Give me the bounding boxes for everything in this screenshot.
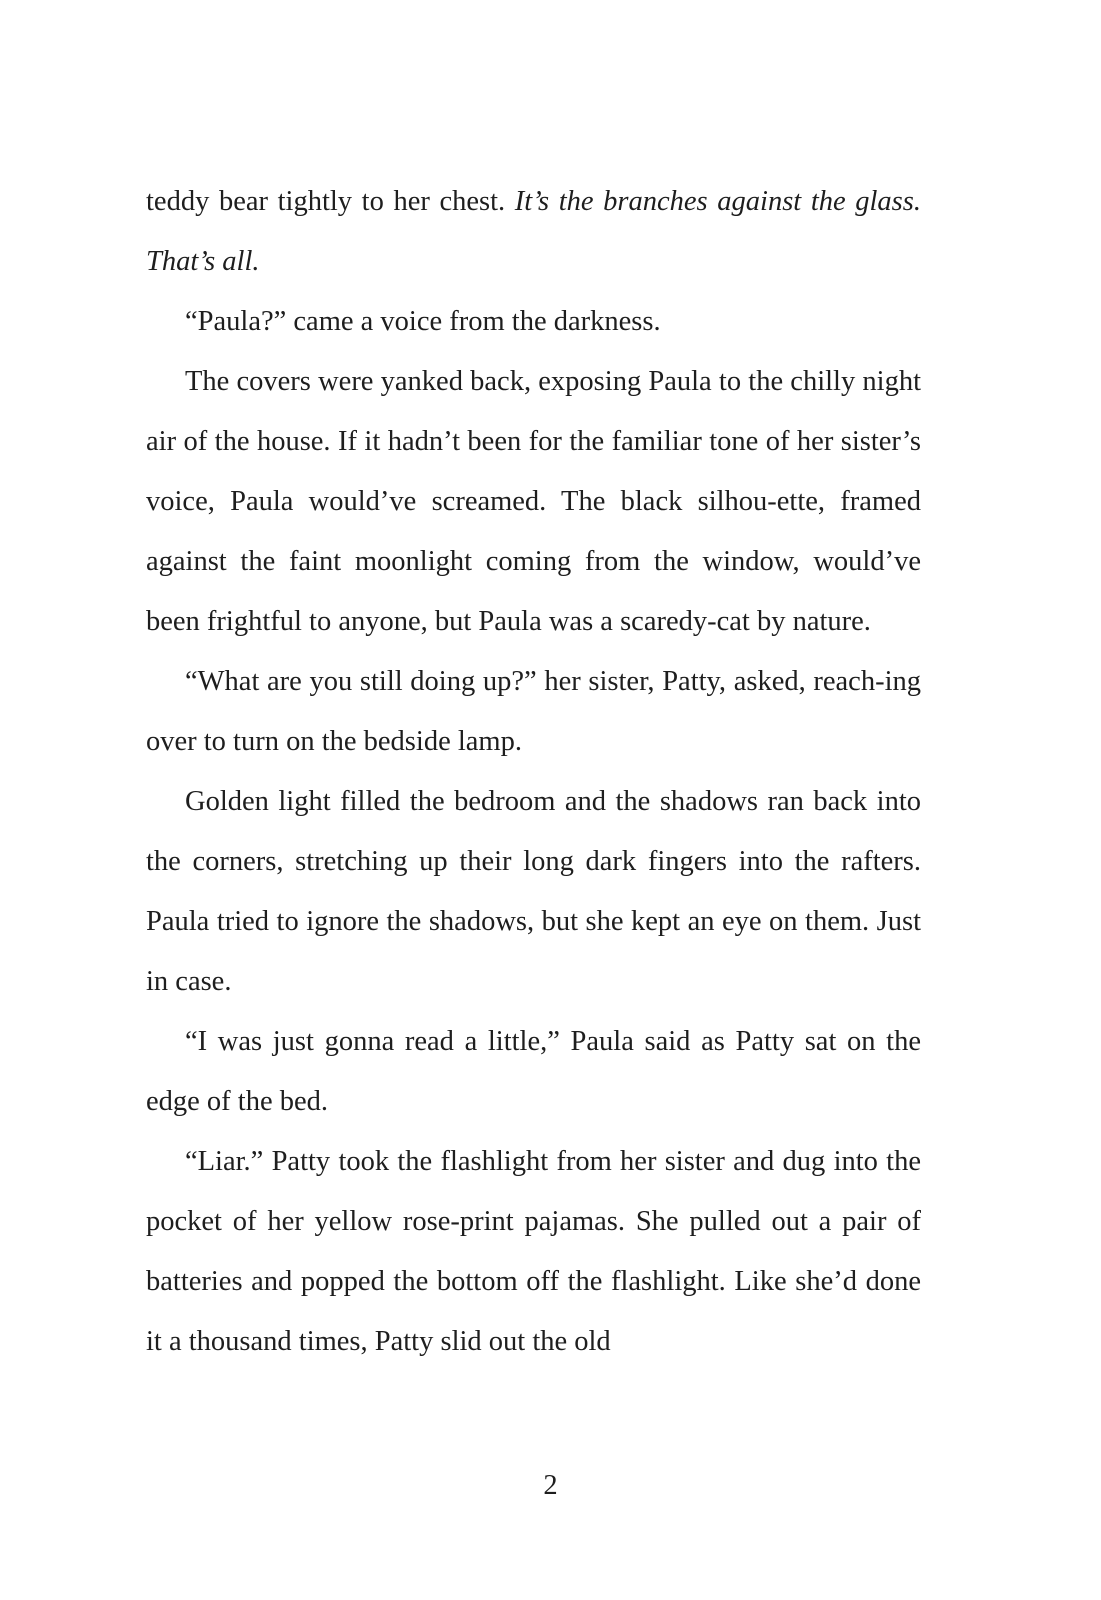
paragraph-6: [146, 1012, 921, 1132]
text-run: teddy bear tightly to her chest.: [146, 186, 515, 217]
text-run: “Liar.” Patty took the flashlight from her sister and dug into the pocket of her yellow rose-print pajamas. She pulled out a pair of batteries and popped the bottom off the flashlight. Like she’d done it a thousand times, Patty slid out the old: [146, 1146, 921, 1357]
paragraph-2: [146, 292, 921, 352]
italic-thought: It’s the branches against the glass. That’s all.: [146, 186, 921, 277]
text-run: “I was just gonna read a little,” Paula said as Patty sat on the edge of the bed.: [146, 1026, 921, 1117]
body-text: [146, 172, 921, 1372]
paragraph-1: [146, 172, 921, 292]
text-run: Golden light filled the bedroom and the shadows ran back into the corners, stretching up their long dark fingers into the rafters. Paula tried to ignore the shadows, but she kept an eye on them. Just in case.: [146, 786, 921, 997]
paragraph-4: [146, 652, 921, 772]
paragraph-3: [146, 352, 921, 652]
paragraph-5: [146, 772, 921, 1012]
text-run: “Paula?” came a voice from the darkness.: [185, 306, 661, 337]
page-number: 2: [543, 1470, 558, 1501]
text-run: The covers were yanked back, exposing Paula to the chilly night air of the house. If it hadn’t been for the familiar tone of her sister’s voice, Paula would’ve screamed. The black silhou-ette, framed against the faint moonlight coming from the window, would’ve been frightful to anyone, but Paula was a scaredy-cat by nature.: [146, 366, 921, 637]
text-run: “What are you still doing up?” her sister, Patty, asked, reach-ing over to turn on the bedside lamp.: [146, 666, 921, 757]
paragraph-7: [146, 1132, 921, 1372]
